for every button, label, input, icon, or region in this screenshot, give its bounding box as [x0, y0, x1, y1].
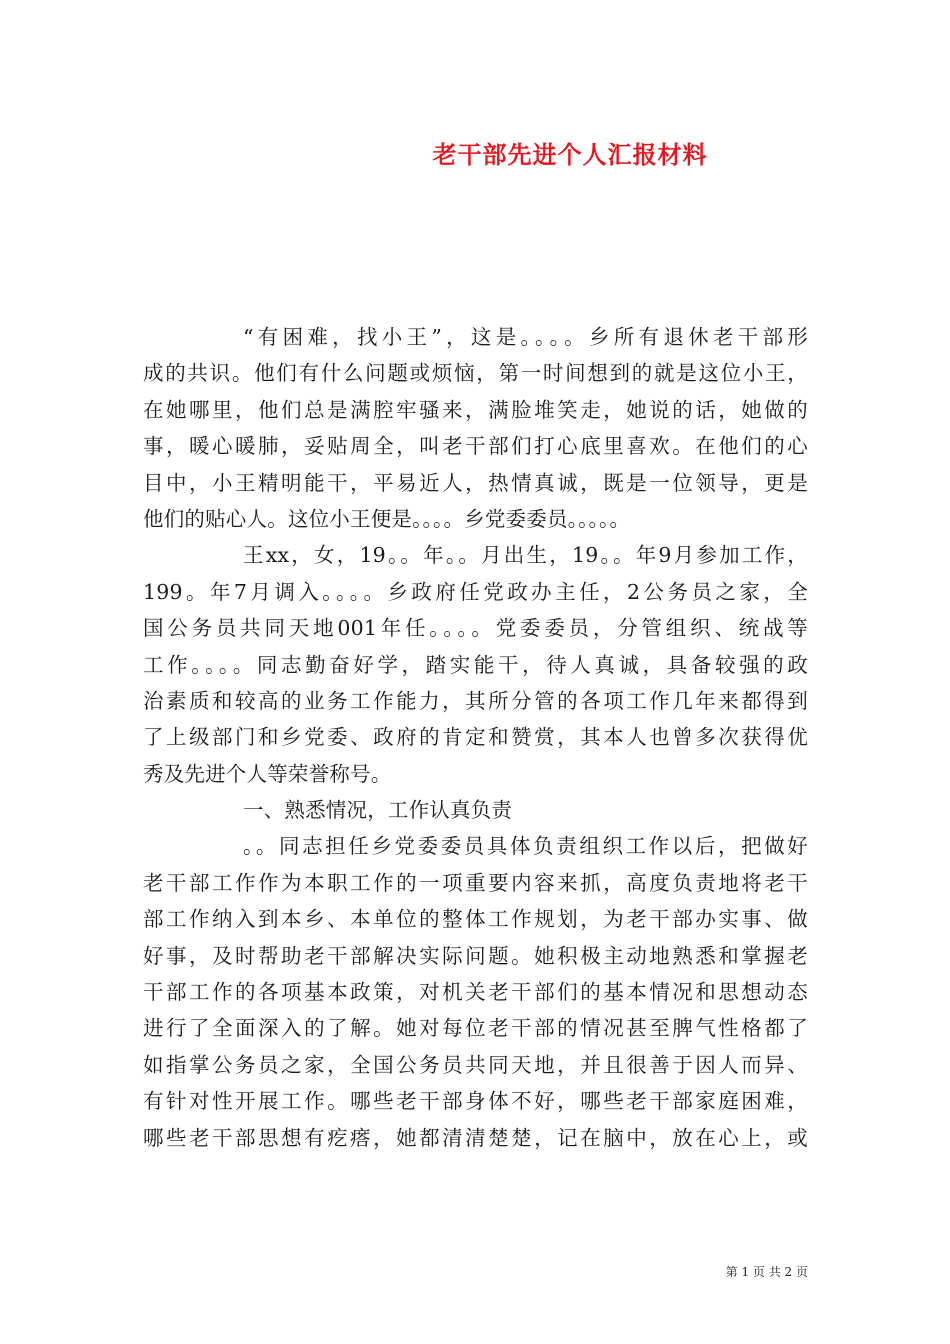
paragraph-line: 好事，及时帮助老干部解决实际问题。她积极主动地熟悉和掌握老: [143, 943, 808, 968]
paragraph-line: 治素质和较高的业务工作能力，其所分管的各项工作几年来都得到: [143, 688, 808, 713]
paragraph-line: 在她哪里，他们总是满腔牢骚来，满脸堆笑走，她说的话，她做的: [143, 397, 808, 422]
document-body: [143, 319, 808, 1156]
paragraph-line: 国公务员共同天地001年任。。。。党委委员，分管组织、统战等: [143, 616, 808, 641]
section-heading: 一、熟悉情况，工作认真负责: [243, 798, 513, 823]
paragraph-line: 秀及先进个人等荣誉称号。: [143, 761, 392, 786]
paragraph-line: 他们的贴心人。这位小王便是。。。。乡党委委员。。。。。: [143, 506, 631, 531]
paragraph-line: 王xx，女，19。。年。。月出生，19。。年9月参加工作，: [243, 543, 808, 568]
paragraph-line: 如指掌公务员之家，全国公务员共同天地，并且很善于因人而异、: [143, 1052, 808, 1077]
paragraph-line: 部工作纳入到本乡、本单位的整体工作规划，为老干部办实事、做: [143, 907, 808, 932]
paragraph-line: 成的共识。他们有什么问题或烦恼，第一时间想到的就是这位小王，: [143, 361, 808, 386]
paragraph-line: 199。年7月调入。。。。乡政府任党政办主任，2公务员之家，全: [143, 579, 808, 604]
paragraph-line: 干部工作的各项基本政策，对机关老干部们的基本情况和思想动态: [143, 980, 808, 1005]
paragraph-line: 老干部工作作为本职工作的一项重要内容来抓，高度负责地将老干: [143, 870, 808, 895]
paragraph-line: 进行了全面深入的了解。她对每位老干部的情况甚至脾气性格都了: [143, 1016, 808, 1041]
paragraph-line: 目中，小王精明能干，平易近人，热情真诚，既是一位领导，更是: [143, 470, 808, 495]
page-number: 第 1 页 共 2 页: [725, 1265, 808, 1279]
paragraph-line: 工作。。。。同志勤奋好学，踏实能干，待人真诚，具备较强的政: [143, 652, 808, 677]
paragraph-line: 哪些老干部思想有疙瘩，她都清清楚楚，记在脑中，放在心上，或: [143, 1125, 808, 1150]
paragraph-line: “有困难，找小王”，这是。。。。乡所有退休老干部形: [243, 325, 808, 349]
paragraph-line: 。。同志担任乡党委委员具体负责组织工作以后，把做好: [243, 834, 808, 859]
paragraph-line: 有针对性开展工作。哪些老干部身体不好，哪些老干部家庭困难，: [143, 1089, 808, 1114]
page-title: 老干部先进个人汇报材料: [432, 140, 708, 169]
paragraph-line: 事，暖心暖肺，妥贴周全，叫老干部们打心底里喜欢。在他们的心: [143, 434, 808, 459]
paragraph-line: 了上级部门和乡党委、政府的肯定和赞赏，其本人也曾多次获得优: [143, 725, 808, 750]
